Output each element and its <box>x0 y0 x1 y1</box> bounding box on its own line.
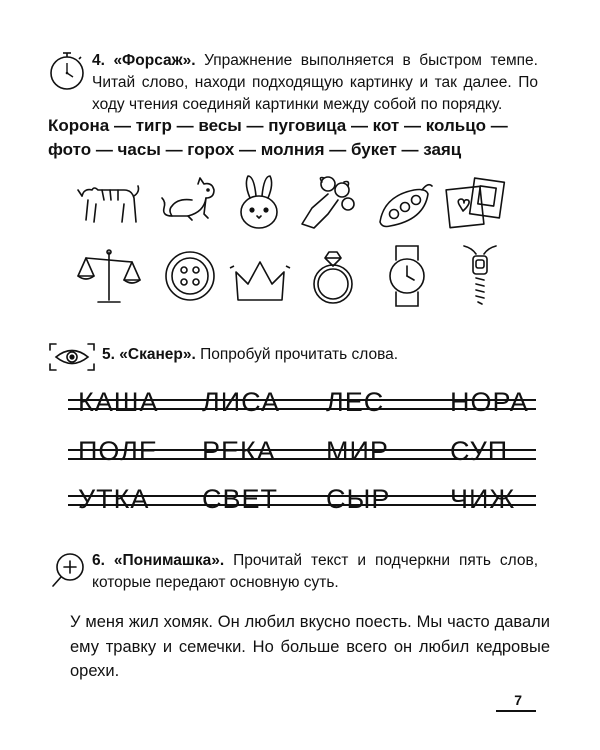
rabbit-icon <box>234 172 284 232</box>
scan-word: МИР <box>326 436 389 466</box>
task5-description <box>102 344 542 366</box>
scan-word: СЫР <box>326 484 391 514</box>
cat-icon <box>158 176 220 226</box>
watch-icon <box>382 240 432 312</box>
bouquet-icon <box>298 172 360 232</box>
task4-title: «Форсаж». <box>113 52 196 69</box>
task5-title: «Сканер». <box>119 346 196 363</box>
task6-title: «Понимашка». <box>113 552 225 569</box>
page-number-rule <box>496 710 536 712</box>
crown-icon <box>228 252 292 306</box>
scan-word: КАША <box>78 387 159 417</box>
scan-word: ЛЕС <box>326 387 385 417</box>
photos-icon <box>444 174 506 230</box>
task5-text: Попробуй прочитать слова. <box>200 346 399 363</box>
task4-description <box>92 50 538 116</box>
ring-icon <box>308 246 358 306</box>
word-chain-line-2: фото — часы — горох — молния — букет — заяц <box>48 140 462 159</box>
reading-paragraph: У меня жил хомяк. Он любил вкусно поесть. Мы часто давали ему травку и семечки. Но больше всего он любил кедровые орехи. <box>70 613 550 680</box>
task4-text: Упражнение выполняется в быстром темпе. Читай слово, находи подходящую картинку и так далее. По ходу чтения соединяй картинки между собой по порядку. <box>92 52 538 113</box>
task4-number: 4. <box>92 52 105 69</box>
task6-number: 6. <box>92 552 105 569</box>
scan-word: УТКА <box>78 484 150 514</box>
scan-word: ЧИЖ <box>450 484 516 514</box>
peas-icon <box>374 180 434 230</box>
scales-icon <box>76 246 142 308</box>
scan-word: РЕКА <box>202 436 276 466</box>
stopwatch-icon <box>48 50 86 97</box>
scan-word: НОРА <box>450 387 529 417</box>
zipper-icon <box>460 244 500 310</box>
scanner-eye-icon <box>48 342 96 377</box>
button-icon <box>162 248 218 304</box>
scan-word: ЛИСА <box>202 387 281 417</box>
page-number: 7 <box>514 692 522 708</box>
magnifier-plus-icon <box>50 552 86 595</box>
word-chain-line-1: Корона — тигр — весы — пуговица — кот — кольцо — <box>48 116 508 135</box>
scan-word: СУП <box>450 436 509 466</box>
tiger-icon <box>74 178 144 228</box>
scan-word: СВЕТ <box>202 484 279 514</box>
task6-description <box>92 550 538 594</box>
task5-number: 5. <box>102 346 115 363</box>
scan-word: ПОЛЕ <box>78 436 158 466</box>
task6-text: Прочитай текст и подчеркни пять слов, которые передают основную суть. <box>92 552 538 591</box>
